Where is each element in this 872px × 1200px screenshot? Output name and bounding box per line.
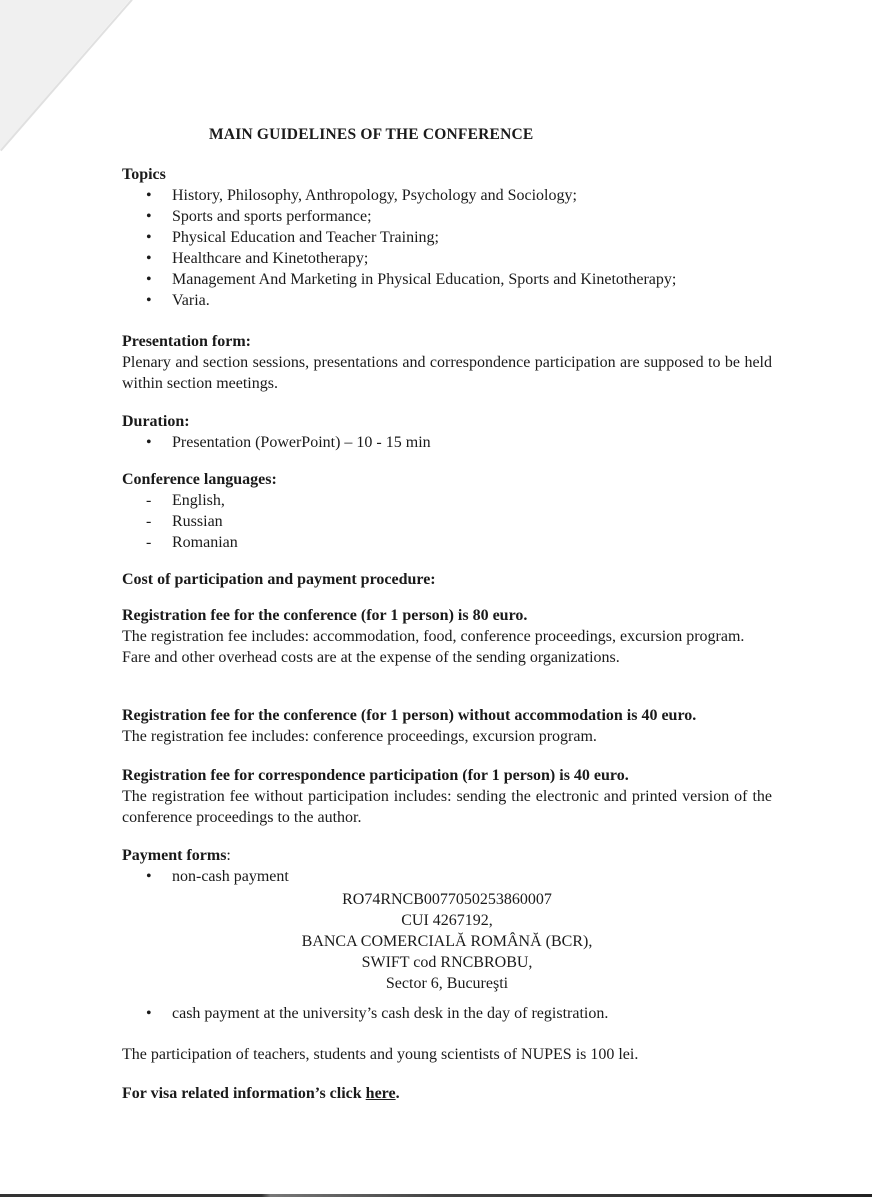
visa-text: For visa related information’s click bbox=[122, 1085, 366, 1102]
list-item: • Sports and sports performance; bbox=[122, 206, 772, 227]
presentation-form-section bbox=[122, 331, 772, 394]
fee-80-overhead: Fare and other overhead costs are at the expense of the sending organizations. bbox=[122, 649, 620, 666]
payment-heading: Payment forms bbox=[122, 847, 227, 864]
fee-correspondence-includes: The registration fee without participation includes: sending the electronic and printed version of the conference proceedings to the author. bbox=[122, 788, 772, 826]
list-item: • non-cash payment bbox=[122, 866, 772, 887]
list-item: - English, bbox=[122, 490, 772, 511]
duration-heading: Duration: bbox=[122, 413, 190, 430]
list-item: - Romanian bbox=[122, 532, 772, 553]
languages-list bbox=[122, 490, 772, 553]
fee-40-section bbox=[122, 705, 772, 747]
visa-here-link[interactable]: here bbox=[365, 1085, 396, 1102]
presentation-form-heading: Presentation form: bbox=[122, 333, 251, 350]
fee-80-section bbox=[122, 605, 772, 668]
fee-correspondence-heading: Registration fee for correspondence participation (for 1 person) is 40 euro. bbox=[122, 767, 629, 784]
list-item: • Healthcare and Kinetotherapy; bbox=[122, 248, 772, 269]
visa-line bbox=[122, 1083, 772, 1104]
list-item: • Presentation (PowerPoint) – 10 - 15 min bbox=[122, 432, 772, 453]
bank-iban: RO74RNCB0077050253860007 bbox=[342, 891, 552, 908]
page-title: MAIN GUIDELINES OF THE CONFERENCE bbox=[209, 126, 534, 143]
fee-40-heading: Registration fee for the conference (for 1 person) without accommodation is 40 euro. bbox=[122, 707, 697, 724]
bank-details bbox=[122, 889, 772, 994]
topics-heading: Topics bbox=[122, 166, 166, 183]
fee-correspondence-section bbox=[122, 765, 772, 828]
visa-section bbox=[122, 1083, 772, 1104]
payment-cash-list bbox=[122, 1003, 772, 1024]
payment-noncash-list bbox=[122, 866, 772, 887]
duration-section bbox=[122, 411, 772, 453]
cost-heading: Cost of participation and payment procedure: bbox=[122, 571, 436, 588]
list-item: • History, Philosophy, Anthropology, Psychology and Sociology; bbox=[122, 185, 772, 206]
bank-name: BANCA COMERCIALĂ ROMÂNĂ (BCR), bbox=[301, 933, 593, 950]
duration-list bbox=[122, 432, 772, 453]
payment-section bbox=[122, 845, 772, 994]
list-item: - Russian bbox=[122, 511, 772, 532]
list-item: • cash payment at the university’s cash desk in the day of registration. bbox=[122, 1003, 772, 1024]
fee-80-heading: Registration fee for the conference (for 1 person) is 80 euro. bbox=[122, 607, 528, 624]
list-item: • Physical Education and Teacher Training; bbox=[122, 227, 772, 248]
topics-list bbox=[122, 185, 772, 311]
payment-heading-line bbox=[122, 845, 772, 866]
visa-end: . bbox=[395, 1085, 400, 1102]
fee-80-includes: The registration fee includes: accommodation, food, conference proceedings, excursion program. bbox=[122, 628, 745, 645]
fee-40-includes: The registration fee includes: conference proceedings, excursion program. bbox=[122, 728, 597, 745]
bank-address: Sector 6, Bucureşti bbox=[385, 975, 509, 992]
languages-section bbox=[122, 469, 772, 553]
bank-swift: SWIFT cod RNCBROBU, bbox=[361, 954, 533, 971]
list-item: • Varia. bbox=[122, 290, 772, 311]
languages-heading: Conference languages: bbox=[122, 471, 277, 488]
payment-heading-colon: : bbox=[226, 847, 231, 864]
list-item: • Management And Marketing in Physical Education, Sports and Kinetotherapy; bbox=[122, 269, 772, 290]
nupes-note-section bbox=[122, 1044, 772, 1065]
topics-section bbox=[122, 164, 772, 311]
nupes-note: The participation of teachers, students and young scientists of NUPES is 100 lei. bbox=[122, 1046, 639, 1063]
scan-bottom-edge bbox=[0, 1194, 872, 1197]
cash-payment-section bbox=[122, 1003, 772, 1024]
cost-section bbox=[122, 569, 772, 590]
presentation-form-text: Plenary and section sessions, presentations and correspondence participation are supposed to be held within section meetings. bbox=[122, 354, 772, 392]
bank-cui: CUI 4267192, bbox=[401, 912, 493, 929]
